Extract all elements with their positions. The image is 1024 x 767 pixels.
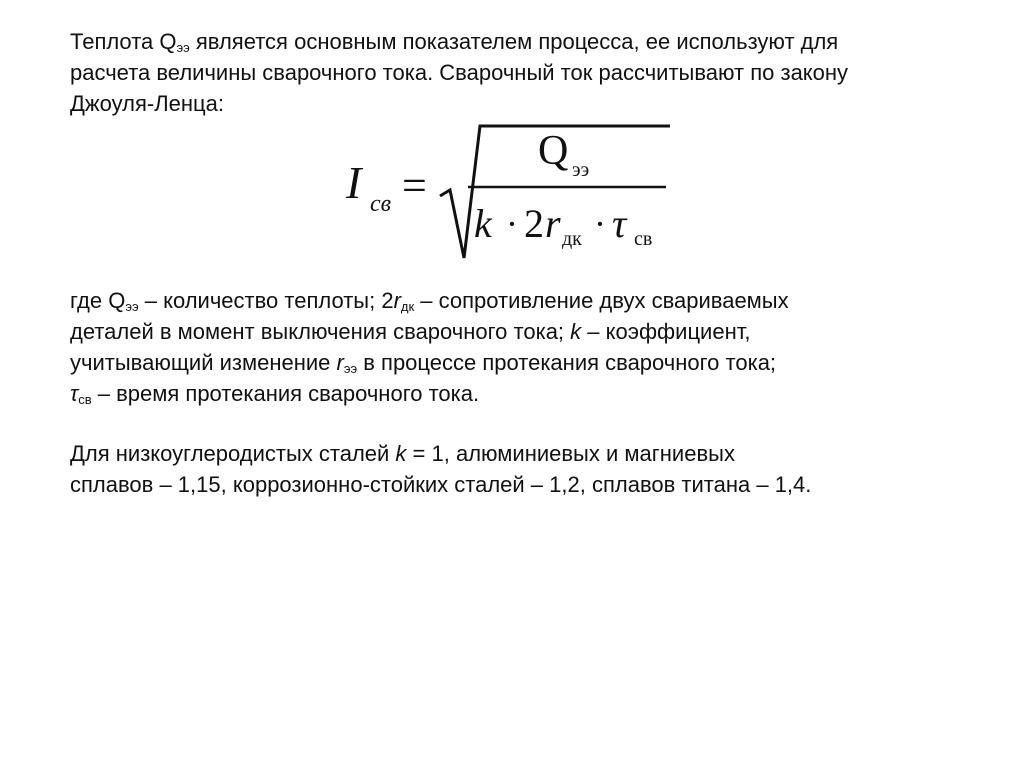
- intro-line-1: [70, 26, 970, 57]
- definitions-line-4: [70, 378, 970, 409]
- text-run: – время протекания сварочного тока.: [91, 381, 480, 406]
- multiply-dot: ·: [594, 204, 606, 244]
- coefficient-paragraph: [70, 438, 970, 500]
- text-run: Теплота Q: [70, 29, 177, 54]
- joule-lenz-formula: [340, 118, 680, 268]
- variable: k: [395, 441, 407, 466]
- variable: k: [570, 319, 582, 344]
- definitions-line-1: [70, 285, 970, 316]
- text-run: – сопротивление двух свариваемых: [414, 288, 789, 313]
- current-symbol: I: [346, 157, 362, 208]
- coefficient-line-1: [70, 438, 970, 469]
- subscript: св: [78, 392, 92, 407]
- variable: r: [336, 350, 344, 375]
- multiply-dot: ·: [506, 204, 518, 244]
- subscript: дк: [400, 299, 415, 314]
- text-run: – коэффициент,: [581, 319, 751, 344]
- subscript: ээ: [125, 299, 139, 314]
- current-subscript: св: [370, 191, 392, 217]
- text-run: учитывающий изменение: [70, 350, 337, 375]
- coefficient-line-2: сплавов – 1,15, коррозионно-стойких сталей – 1,2, сплавов титана – 1,4.: [70, 472, 812, 497]
- denominator-two: 2: [524, 201, 544, 246]
- intro-paragraph: [70, 26, 970, 119]
- subscript: ээ: [343, 361, 358, 376]
- text-run: – количество теплоты; 2: [138, 288, 394, 313]
- intro-line-2: расчета величины сварочного тока. Сварочный ток рассчитывают по закону: [70, 60, 849, 85]
- denominator-r: r: [545, 201, 561, 246]
- definitions-line-2: [70, 316, 970, 347]
- variable: τ: [70, 381, 79, 406]
- text-run: является основным показателем процесса, ее используют для: [189, 29, 839, 54]
- denominator-r-subscript: дк: [562, 228, 582, 250]
- variable: r: [393, 288, 401, 313]
- numerator-q: Q: [538, 128, 569, 174]
- definitions-line-3: [70, 347, 970, 378]
- equals-sign: =: [402, 161, 427, 210]
- text-run: где Q: [70, 288, 126, 313]
- text-run: = 1, алюминиевых и магниевых: [406, 441, 735, 466]
- text-run: деталей в момент выключения сварочного тока;: [70, 319, 571, 344]
- subscript: ээ: [176, 40, 190, 55]
- definitions-paragraph: [70, 285, 970, 409]
- intro-line-3: Джоуля-Ленца:: [70, 91, 224, 116]
- text-run: в процессе протекания сварочного тока;: [357, 350, 777, 375]
- numerator-subscript: ээ: [572, 159, 590, 181]
- denominator-k: k: [474, 201, 492, 246]
- text-run: Для низкоуглеродистых сталей: [70, 441, 396, 466]
- denominator-tau-subscript: св: [634, 228, 653, 250]
- denominator-tau: τ: [612, 201, 627, 246]
